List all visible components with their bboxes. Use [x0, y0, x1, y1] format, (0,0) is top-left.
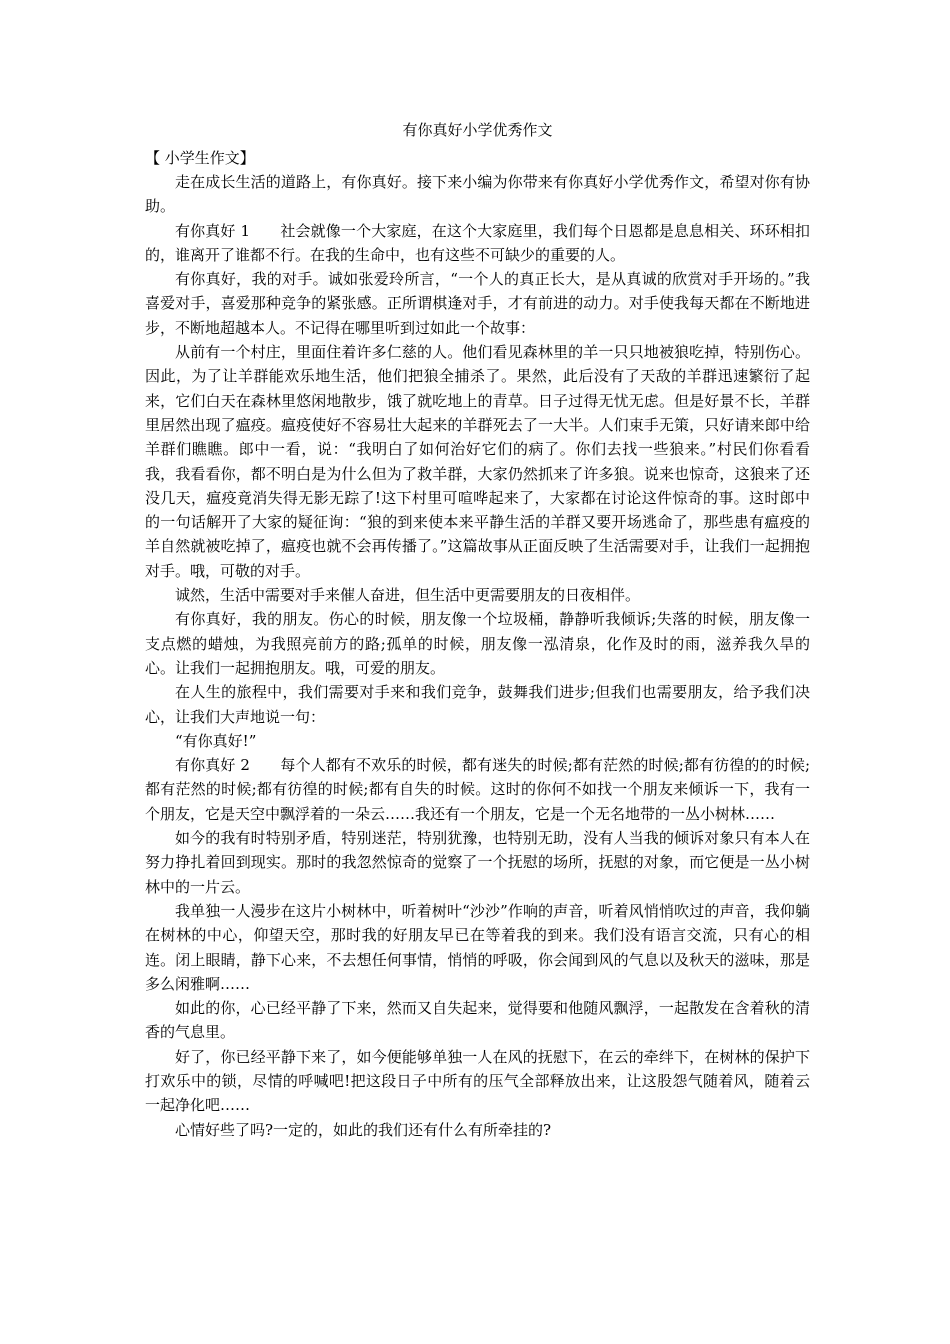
paragraph: 如此的你，心已经平静了下来，然而又自失起来，觉得要和他随风飘浮，一起散发在含着秋的清香的气息里。	[145, 999, 810, 1042]
paragraph: 有你真好 1 社会就像一个大家庭，在这个大家庭里，我们每个日恩都是息息相关、环环相扣的，谁离开了谁都不行。在我的生命中，也有这些不可缺少的重要的人。	[145, 221, 810, 264]
paragraph: 好了，你已经平静下来了，如今便能够单独一人在风的抚慰下，在云的牵绊下，在树林的保护下打欢乐中的锁，尽情的呼喊吧!把这段日子中所有的压气全部释放出来，让这股怨气随着风，随着云一起净化吧……	[145, 1047, 810, 1115]
paragraph: 诚然，生活中需要对手来催人奋进，但生活中更需要朋友的日夜相伴。	[175, 586, 641, 605]
paragraph: 从前有一个村庄，里面住着许多仁慈的人。他们看见森林里的羊一只只地被狼吃掉，特别伤心。因此，为了让羊群能欢乐地生活，他们把狼全捕杀了。果然，此后没有了天敌的羊群迅速繁衍了起来，它们白天在森林里悠闲地散步，饿了就吃地上的青草。日子过得无忧无虑。但是好景不长，羊群里居然出现了瘟疫。瘟疫使好不容易壮大起来的羊群死去了一大半。人们束手无策，只好请来郎中给羊群们瞧瞧。郎中一看，说：“我明白了如何治好它们的病了。你们去找一些狼来。”村民们你看看我，我看看你，都不明白是为什么但为了救羊群，大家仍然抓来了许多狼。说来也惊奇，这狼来了还没几天，瘟疫竟消失得无影无踪了!这下村里可喧哗起来了，大家都在讨论这件惊奇的事。这时郎中的一句话解开了大家的疑征询：“狼的到来使本来平静生活的羊群又要开场逃命了，那些患有瘟疫的羊自然就被吃掉了，瘟疫也就不会再传播了。”这篇故事从正面反映了生活需要对手，让我们一起拥抱对手。哦，可敬的对手。	[145, 343, 810, 580]
paragraph: 走在成长生活的道路上，有你真好。接下来小编为你带来有你真好小学优秀作文，希望对你有协助。	[145, 173, 810, 216]
document-title: 有你真好小学优秀作文	[402, 121, 553, 139]
paragraph: 如今的我有时特别矛盾，特别迷茫，特别犹豫，也特别无助，没有人当我的倾诉对象只有本人在努力挣扎着回到现实。那时的我忽然惊奇的觉察了一个抚慰的场所，抚慰的对象，而它便是一丛小树林中的一片云。	[145, 829, 810, 896]
document-page	[145, 118, 810, 1142]
paragraph: 心情好些了吗?一定的，如此的我们还有什么有所牵挂的?	[175, 1120, 552, 1139]
paragraph: 有你真好，我的对手。诚如张爱玲所言，“一个人的真正长大，是从真诚的欣赏对手开场的。”我喜爱对手，喜爱那种竞争的紧张感。正所谓棋逢对手，才有前进的动力。对手使我每天都在不断地进步，不断地超越本人。不记得在哪里听到过如此一个故事：	[145, 270, 810, 337]
category-label: 【 小学生作文】	[145, 149, 255, 167]
paragraph: “有你真好!”	[175, 731, 257, 750]
paragraph: 有你真好，我的朋友。伤心的时候，朋友像一个垃圾桶，静静听我倾诉;失落的时候，朋友像一支点燃的蜡烛，为我照亮前方的路;孤单的时候，朋友像一泓清泉，化作及时的雨，滋养我久旱的心。让我们一起拥抱朋友。哦，可爱的朋友。	[145, 610, 810, 677]
paragraph: 在人生的旅程中，我们需要对手来和我们竞争，鼓舞我们进步;但我们也需要朋友，给予我们决心，让我们大声地说一句：	[145, 683, 810, 726]
paragraph: 我单独一人漫步在这片小树林中，听着树叶“沙沙”作响的声音，听着风悄悄吹过的声音，我仰躺在树林的中心，仰望天空，那时我的好朋友早已在等着我的到来。我们没有语言交流，只有心的相连。闭上眼睛，静下心来，不去想任何事情，悄悄的呼吸，你会闻到风的气息以及秋天的滋味，那是多么闲雅啊……	[145, 901, 810, 993]
paragraph: 有你真好 2 每个人都有不欢乐的时候，都有迷失的时候;都有茫然的时候;都有彷徨的的时候;都有茫然的时候;都有彷徨的时候;都有自失的时候。这时的你何不如找一个朋友来倾诉一下，我有一个朋友，它是天空中飘浮着的一朵云……我还有一个朋友，它是一个无名地带的一丛小树林……	[145, 756, 810, 823]
